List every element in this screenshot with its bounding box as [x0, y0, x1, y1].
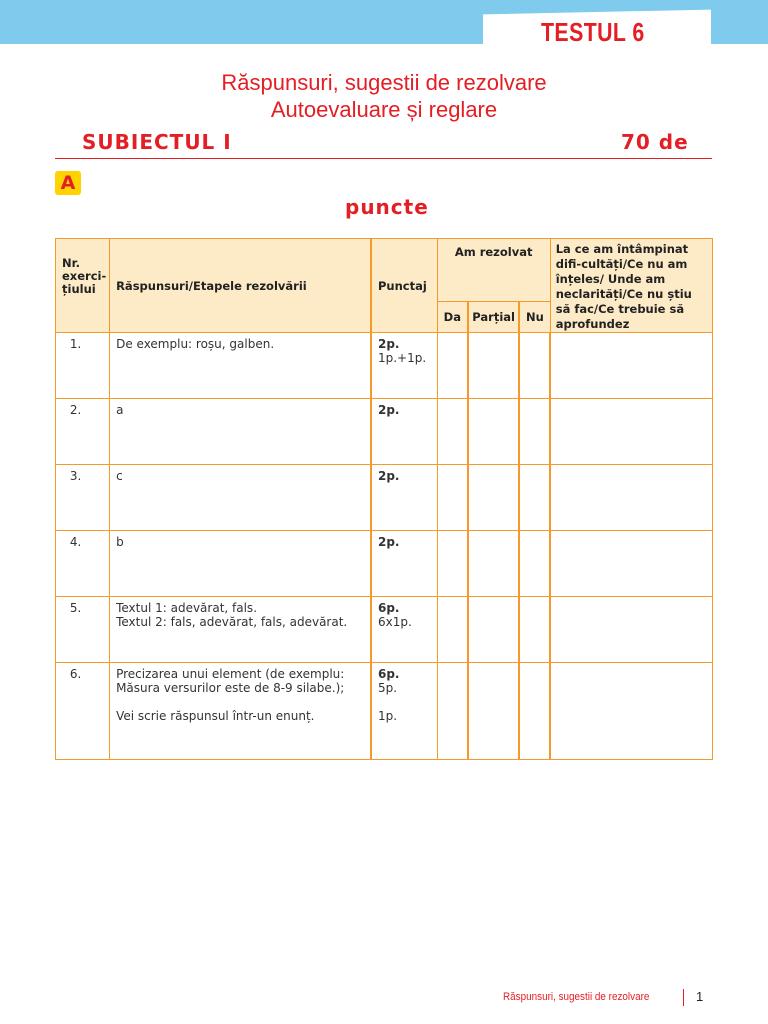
- page-title: Răspunsuri, sugestii de rezolvare: [221, 70, 547, 95]
- table-row: [56, 663, 713, 760]
- check-da[interactable]: [437, 597, 468, 663]
- page-subtitle: Autoevaluare și reglare: [270, 97, 498, 122]
- answer-line: Măsura versurilor este de 8-9 silabe.);: [116, 681, 345, 695]
- check-nu[interactable]: [519, 531, 550, 597]
- answer-line: a: [116, 403, 124, 417]
- subject-heading: SUBIECTUL I: [82, 130, 232, 154]
- test-label: TESTUL 6: [541, 17, 645, 47]
- row-points: [371, 597, 437, 663]
- check-da[interactable]: [437, 663, 468, 760]
- check-nu[interactable]: [519, 597, 550, 663]
- check-partial[interactable]: [468, 465, 519, 531]
- table-row: [56, 399, 713, 465]
- check-da[interactable]: [437, 399, 468, 465]
- row-number: 6.: [56, 663, 110, 760]
- difficulties-cell[interactable]: [550, 663, 712, 760]
- row-points: [371, 399, 437, 465]
- answer-line: b: [116, 535, 124, 549]
- check-nu[interactable]: [519, 465, 550, 531]
- answer-line: Textul 1: adevărat, fals.: [116, 601, 258, 615]
- points-detail: 1p.+1p.: [377, 351, 427, 365]
- answer-line: Vei scrie răspunsul într-un enunț.: [116, 709, 315, 723]
- row-number: 3.: [56, 465, 110, 531]
- check-partial[interactable]: [468, 531, 519, 597]
- points-label-part2: puncte: [345, 195, 429, 219]
- table-row: [56, 333, 713, 399]
- points-detail: 1p.: [377, 709, 398, 723]
- check-da[interactable]: [437, 465, 468, 531]
- points-total: 2p.: [377, 403, 400, 417]
- header-am-rezolvat: Am rezolvat: [437, 239, 550, 302]
- check-nu[interactable]: [519, 333, 550, 399]
- answer-line: De exemplu: roșu, galben.: [116, 337, 275, 351]
- check-partial[interactable]: [468, 597, 519, 663]
- header-raspunsuri: Răspunsuri/Etapele rezolvării: [110, 239, 371, 333]
- points-total: 6p.: [377, 667, 400, 681]
- row-points: [371, 531, 437, 597]
- row-number: 1.: [56, 333, 110, 399]
- row-number: 2.: [56, 399, 110, 465]
- check-da[interactable]: [437, 333, 468, 399]
- points-detail: 5p.: [377, 681, 398, 695]
- row-answer: [110, 333, 371, 399]
- check-nu[interactable]: [519, 663, 550, 760]
- difficulties-cell[interactable]: [550, 465, 712, 531]
- answers-table: [55, 238, 713, 760]
- points-total: 2p.: [377, 337, 400, 351]
- check-da[interactable]: [437, 531, 468, 597]
- header-nu: Nu: [519, 302, 550, 333]
- difficulties-cell[interactable]: [550, 399, 712, 465]
- points-total: 2p.: [377, 469, 400, 483]
- header-da: Da: [437, 302, 468, 333]
- row-number: 5.: [56, 597, 110, 663]
- row-answer: [110, 531, 371, 597]
- row-answer: [110, 663, 371, 760]
- heading-divider: [55, 158, 712, 159]
- row-number: 4.: [56, 531, 110, 597]
- points-label-part1: 70 de: [621, 130, 689, 154]
- footer-section-title: Răspunsuri, sugestii de rezolvare: [503, 991, 650, 1003]
- points-total: 6p.: [377, 601, 400, 615]
- table-row: [56, 597, 713, 663]
- points-detail: 6x1p.: [377, 615, 412, 629]
- difficulties-cell[interactable]: [550, 597, 712, 663]
- page-number: 1: [696, 989, 704, 1004]
- check-nu[interactable]: [519, 399, 550, 465]
- table-row: [56, 531, 713, 597]
- row-points: [371, 465, 437, 531]
- answer-line: Textul 2: fals, adevărat, fals, adevărat.: [116, 615, 348, 629]
- answer-line: Precizarea unui element (de exemplu:: [116, 667, 345, 681]
- header-partial: Parțial: [468, 302, 519, 333]
- row-answer: [110, 399, 371, 465]
- header-punctaj: Punctaj: [371, 239, 437, 333]
- header-dificultati: La ce am întâmpinat difi-cultăți/Ce nu am înțeles/ Unde am neclarități/Ce nu știu să fac/Ce trebuie să aprofundez: [550, 239, 712, 333]
- check-partial[interactable]: [468, 399, 519, 465]
- difficulties-cell[interactable]: [550, 333, 712, 399]
- points-total: 2p.: [377, 535, 400, 549]
- row-points: [371, 663, 437, 760]
- footer-divider: [683, 989, 684, 1006]
- answer-line: c: [116, 469, 123, 483]
- row-answer: [110, 597, 371, 663]
- row-answer: [110, 465, 371, 531]
- difficulties-cell[interactable]: [550, 531, 712, 597]
- row-points: [371, 333, 437, 399]
- table-row: [56, 465, 713, 531]
- check-partial[interactable]: [468, 663, 519, 760]
- check-partial[interactable]: [468, 333, 519, 399]
- header-nr: Nr. exerci-țiului: [56, 239, 110, 333]
- section-badge: A: [55, 171, 81, 195]
